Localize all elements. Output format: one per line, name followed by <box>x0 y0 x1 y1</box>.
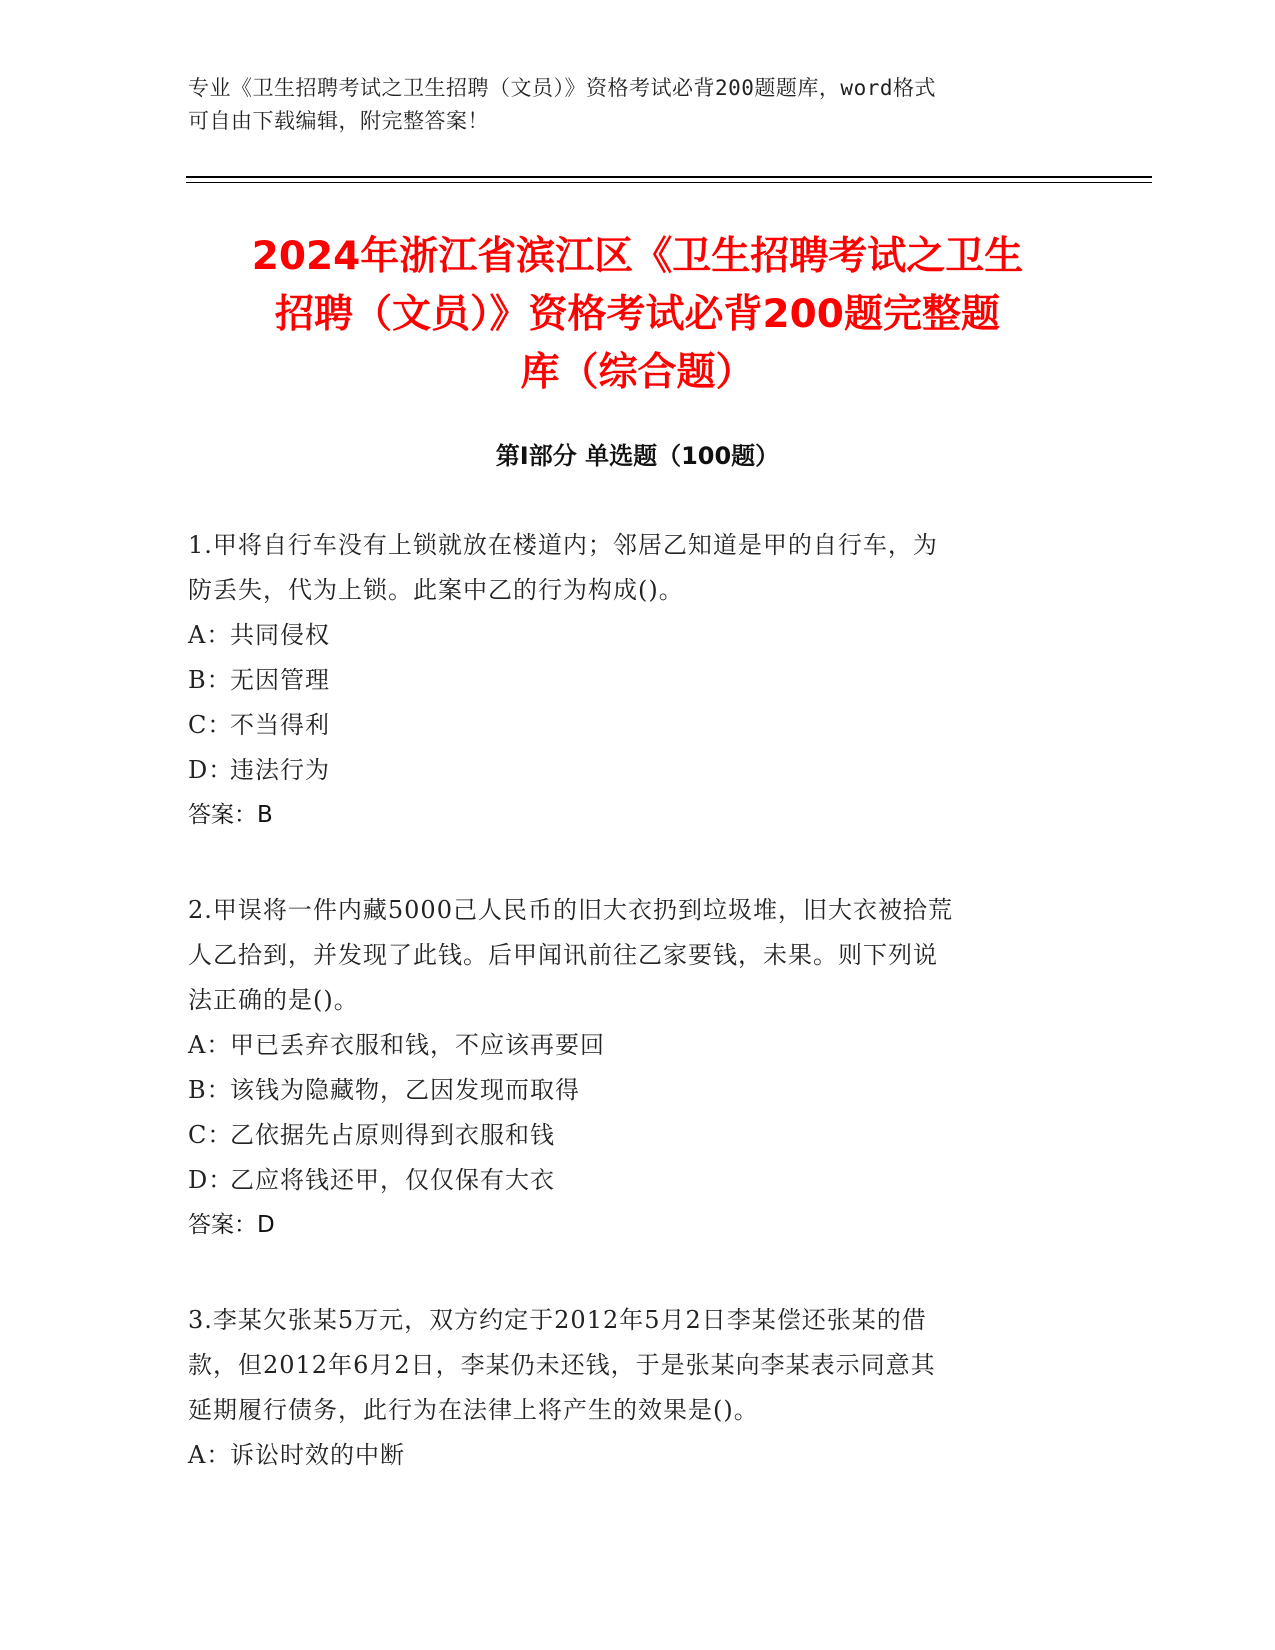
option-text: 诉讼时效的中断 <box>230 1441 405 1469</box>
option-a <box>188 1433 1088 1478</box>
stem-line: 防丢失，代为上锁。此案中乙的行为构成()。 <box>188 576 684 604</box>
option-text: 无因管理 <box>230 666 330 694</box>
answer-line: 答案：D <box>188 1212 275 1238</box>
option-text: 乙应将钱还甲，仅仅保有大衣 <box>230 1166 555 1194</box>
stem-line: 款，但2012年6月2日，李某仍未还钱，于是张某向李某表示同意其 <box>188 1351 936 1379</box>
stem-line: 延期履行债务，此行为在法律上将产生的效果是()。 <box>188 1396 759 1424</box>
stem-line: 人乙拾到，并发现了此钱。后甲闻讯前往乙家要钱，未果。则下列说 <box>188 941 938 969</box>
section-heading: 第I部分 单选题（100题） <box>495 442 780 470</box>
option-d <box>188 748 1088 793</box>
option-text: 该钱为隐藏物，乙因发现而取得 <box>230 1076 580 1104</box>
option-key: A： <box>188 621 232 649</box>
header-rule-thick <box>186 176 1152 178</box>
option-key: C： <box>188 711 233 739</box>
answer-line: 答案：B <box>188 802 273 828</box>
question-2 <box>188 888 1088 1248</box>
option-b <box>188 658 1088 703</box>
option-text: 乙依据先占原则得到衣服和钱 <box>230 1121 555 1149</box>
title-line-3: 库（综合题） <box>520 350 755 395</box>
option-c <box>188 703 1088 748</box>
question-stem <box>188 523 1088 613</box>
option-key: B： <box>188 666 232 694</box>
option-key: A： <box>188 1031 232 1059</box>
stem-line: 2.甲误将一件内藏5000己人民币的旧大衣扔到垃圾堆，旧大衣被拾荒 <box>188 896 953 924</box>
option-key: C： <box>188 1121 233 1149</box>
stem-line: 3.李某欠张某5万元，双方约定于2012年5月2日李某偿还张某的借 <box>188 1306 927 1334</box>
question-1 <box>188 523 1088 838</box>
option-key: D： <box>188 1166 234 1194</box>
header-rule-thin <box>186 182 1152 183</box>
question-3 <box>188 1298 1088 1478</box>
option-d <box>188 1158 1088 1203</box>
option-a <box>188 1023 1088 1068</box>
option-text: 甲已丢弃衣服和钱，不应该再要回 <box>230 1031 605 1059</box>
option-text: 不当得利 <box>230 711 330 739</box>
document-title <box>186 228 1089 402</box>
title-line-2: 招聘（文员）》资格考试必背200题完整题 <box>275 292 1000 337</box>
question-list <box>188 523 1088 1528</box>
option-key: D： <box>188 756 234 784</box>
option-text: 共同侵权 <box>230 621 330 649</box>
title-line-1: 2024年浙江省滨江区《卫生招聘考试之卫生 <box>251 234 1024 279</box>
header-note <box>188 72 1078 138</box>
header-note-line-1: 专业《卫生招聘考试之卫生招聘（文员）》资格考试必背200题题库，word格式 <box>188 76 936 100</box>
option-key: B： <box>188 1076 232 1104</box>
option-b <box>188 1068 1088 1113</box>
stem-line: 1.甲将自行车没有上锁就放在楼道内；邻居乙知道是甲的自行车，为 <box>188 531 938 559</box>
option-a <box>188 613 1088 658</box>
option-text: 违法行为 <box>230 756 330 784</box>
option-c <box>188 1113 1088 1158</box>
question-stem <box>188 888 1088 1023</box>
option-key: A： <box>188 1441 232 1469</box>
header-note-line-2: 可自由下载编辑，附完整答案！ <box>188 109 489 133</box>
question-stem <box>188 1298 1088 1433</box>
stem-line: 法正确的是()。 <box>188 986 359 1014</box>
